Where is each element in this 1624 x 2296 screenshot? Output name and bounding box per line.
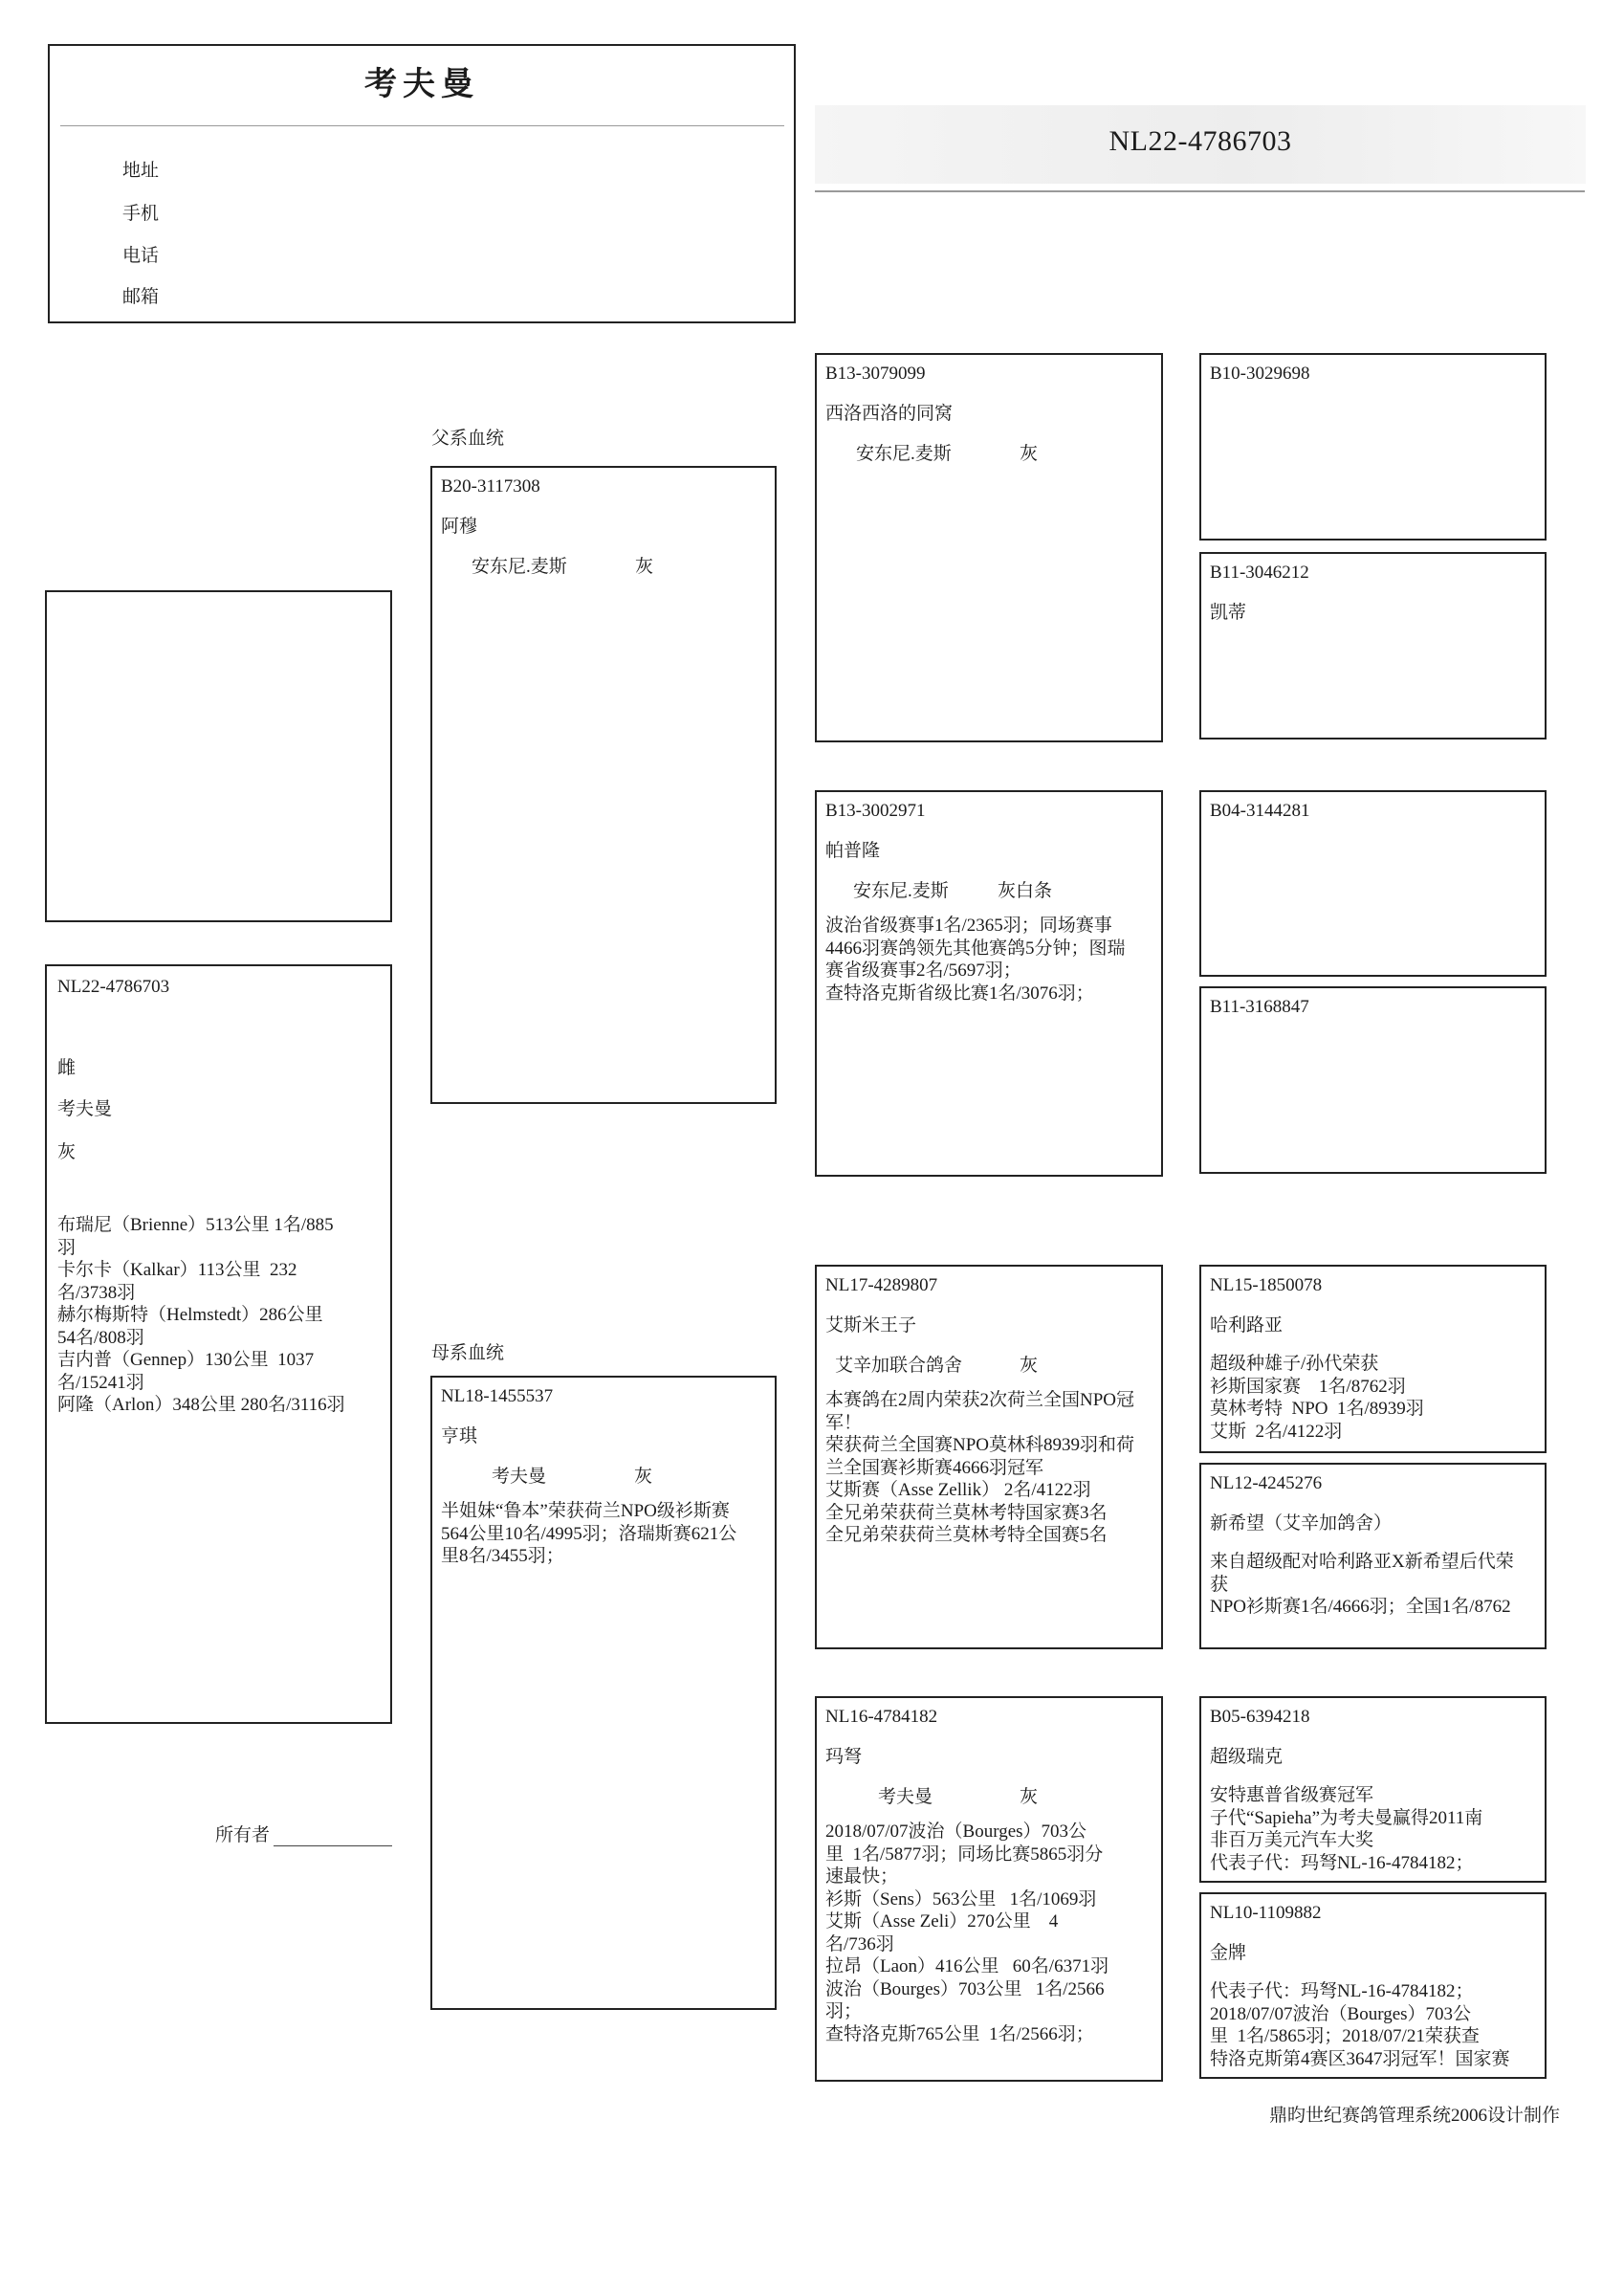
result-entry: 代表子代：玛弩NL-16-4784182；	[1210, 1852, 1474, 1873]
pigeon-name: 金牌	[1210, 1943, 1247, 1963]
breeder-color-row	[432, 1466, 775, 1489]
ring-number: B11-3046212	[1210, 563, 1309, 583]
result-entry: 莫林考特 NPO 1名/8939羽	[1210, 1399, 1424, 1419]
sire-sire-card	[815, 353, 1163, 742]
ring-number: NL16-4784182	[825, 1707, 938, 1727]
result-entry: 赫尔梅斯特（Helmstedt）286公里 54名/808羽	[57, 1305, 323, 1348]
header-divider	[60, 125, 784, 126]
results-list	[1210, 1353, 1541, 1443]
result-entry: 衫斯（Sens）563公里 1名/1069羽	[825, 1888, 1097, 1910]
owner-header-box	[48, 44, 796, 323]
result-entry: 吉内普（Gennep）130公里 1037 名/15241羽	[57, 1350, 315, 1393]
result-entry: 布瑞尼（Brienne）513公里 1名/885 羽	[57, 1215, 334, 1258]
result-entry: 荣获荷兰全国赛NPO莫林科8939羽和荷 兰全国赛衫斯赛4666羽冠军	[825, 1435, 1135, 1478]
pigeon-name: 超级瑞克	[1210, 1747, 1284, 1767]
plumage-color: 灰	[57, 1142, 77, 1162]
plumage-color: 灰	[1020, 1787, 1039, 1807]
breeder-color-row	[817, 1355, 1161, 1378]
result-entry: 艾斯（Asse Zeli）270公里 4 名/736羽	[825, 1911, 1059, 1954]
ring-number: NL10-1109882	[1210, 1903, 1322, 1923]
breeder-color-row	[817, 880, 1161, 903]
breeder: 安东尼.麦斯	[472, 557, 567, 577]
result-entry: 安特惠普省级赛冠军	[1210, 1785, 1374, 1805]
results-list	[1210, 1980, 1541, 2070]
plumage-color: 灰	[1020, 1356, 1039, 1376]
result-entry: 波治省级赛事1名/2365羽；同场赛事 4466羽赛鸽领先其他赛鸽5分钟；图瑞 赛省级赛事2名/5697羽；	[825, 916, 1126, 981]
ring-number: B11-3168847	[1210, 997, 1309, 1017]
owner-signature-line	[274, 1845, 392, 1846]
result-entry: 2018/07/07波治（Bourges）703公 里 1名/5865羽；2018/07/21荣获查 特洛克斯第4赛区3647羽冠军！国家赛	[1210, 2003, 1510, 2069]
breeder: 艾辛加联合鸽舍	[835, 1356, 963, 1376]
result-entry: 衫斯国家赛 1名/8762羽	[1210, 1376, 1406, 1397]
ds-dam-card	[1199, 1463, 1547, 1649]
ss-sire-card	[1199, 353, 1547, 541]
sire-dam-card	[815, 790, 1163, 1177]
result-entry: 艾斯赛（Asse Zellik） 2名/4122羽	[825, 1480, 1091, 1500]
result-entry: 2018/07/07波治（Bourges）703公 里 1名/5877羽；同场比赛5865羽分 速最快；	[825, 1821, 1104, 1887]
phone-label: 电话	[122, 246, 160, 266]
result-entry: 查特洛克斯省级比赛1名/3076羽；	[825, 982, 1094, 1004]
owner-label: 所有者	[215, 1825, 271, 1845]
breeder: 安东尼.麦斯	[853, 881, 949, 901]
result-entry: 查特洛克斯765公里 1名/2566羽；	[825, 2023, 1094, 2044]
results-list	[825, 1821, 1157, 2045]
dam-dam-card	[815, 1696, 1163, 2082]
ring-number: B13-3079099	[825, 364, 926, 384]
pigeon-name: 亨琪	[441, 1426, 478, 1446]
ring-number: B13-3002971	[825, 801, 926, 821]
email-label: 邮箱	[122, 287, 160, 307]
breeder: 考夫曼	[492, 1467, 547, 1487]
results-list	[1210, 1784, 1541, 1874]
dam-card	[430, 1376, 777, 2010]
ring-number: NL12-4245276	[1210, 1473, 1323, 1493]
results-list	[57, 1214, 386, 1417]
result-entry: 全兄弟荣获荷兰莫林考特全国赛5名	[825, 1525, 1108, 1545]
pigeon-name: 玛弩	[825, 1747, 863, 1767]
breeder-color-row	[432, 556, 775, 579]
result-entry: 代表子代：玛弩NL-16-4784182；	[1210, 1981, 1474, 2001]
ring-number: B10-3029698	[1210, 364, 1310, 384]
result-entry: 全兄弟荣获荷兰莫林考特国家赛3名	[825, 1502, 1108, 1523]
result-entry: 超级种雄子/孙代荣获	[1210, 1354, 1379, 1374]
footer-credit: 鼎昀世纪赛鸽管理系统2006设计制作	[1268, 2106, 1560, 2126]
ring-banner: NL22-4786703	[1108, 125, 1292, 157]
ring-number: B20-3117308	[441, 476, 540, 497]
owner-title: 考夫曼	[364, 67, 479, 102]
dam-section-label: 母系血统	[431, 1343, 505, 1363]
dd-sire-card	[1199, 1696, 1547, 1883]
pigeon-name: 阿穆	[441, 517, 478, 537]
pigeon-name: 帕普隆	[825, 841, 881, 861]
ring-banner-divider	[815, 190, 1585, 192]
pigeon-name: 新希望（艾辛加鸽舍）	[1210, 1513, 1393, 1534]
sire-section-label: 父系血统	[431, 429, 505, 449]
sire-card	[430, 466, 777, 1104]
result-entry: 拉昂（Laon）416公里 60名/6371羽	[825, 1956, 1109, 1976]
ss-dam-card	[1199, 552, 1547, 740]
pigeon-name: 凯蒂	[1210, 603, 1247, 623]
results-list	[441, 1500, 771, 1568]
ring-number: NL15-1850078	[1210, 1275, 1323, 1295]
result-entry: 阿隆（Arlon）348公里 280名/3116羽	[57, 1395, 345, 1415]
subject-card	[45, 964, 392, 1724]
result-entry: 波治（Bourges）703公里 1名/2566 羽；	[825, 1978, 1105, 2021]
breeder: 安东尼.麦斯	[856, 444, 952, 464]
pigeon-name: 西洛西洛的同窝	[825, 404, 954, 424]
ring-number: B04-3144281	[1210, 801, 1310, 821]
ds-sire-card	[1199, 1265, 1547, 1453]
result-entry: 艾斯 2名/4122羽	[1210, 1421, 1343, 1442]
address-label: 地址	[122, 161, 160, 181]
breeder-color-row	[817, 1786, 1161, 1809]
results-list	[1210, 1551, 1541, 1619]
result-entry: NPO衫斯赛1名/4666羽；全国1名/8762	[1210, 1597, 1511, 1617]
result-entry: 半姐妹“鲁本”荣获荷兰NPO级衫斯赛 564公里10名/4995羽；洛瑞斯赛621公 里8名/3455羽；	[441, 1501, 737, 1566]
dam-sire-card	[815, 1265, 1163, 1649]
ring-number: NL17-4289807	[825, 1275, 938, 1295]
breeder-color-row	[817, 443, 1161, 466]
dd-dam-card	[1199, 1892, 1547, 2079]
result-entry: 子代“Sapieha”为考夫曼赢得2011南 非百万美元汽车大奖	[1210, 1807, 1483, 1850]
results-list	[825, 1389, 1157, 1547]
ring-number: NL22-4786703	[57, 977, 170, 997]
breeder: 考夫曼	[878, 1787, 933, 1807]
photo-frame	[45, 590, 392, 922]
ring-number: B05-6394218	[1210, 1707, 1310, 1727]
plumage-color: 灰	[1020, 444, 1039, 464]
result-entry: 来自超级配对哈利路亚X新希望后代荣 获	[1210, 1552, 1514, 1595]
sd-dam-card	[1199, 986, 1547, 1174]
pigeon-name: 艾斯米王子	[825, 1315, 917, 1336]
pigeon-name: 哈利路亚	[1210, 1315, 1284, 1336]
plumage-color: 灰	[634, 1467, 653, 1487]
sd-sire-card	[1199, 790, 1547, 977]
plumage-color: 灰	[635, 557, 654, 577]
mobile-label: 手机	[122, 204, 160, 224]
results-list	[825, 915, 1157, 1004]
result-entry: 本赛鸽在2周内荣获2次荷兰全国NPO冠 军！	[825, 1390, 1135, 1433]
ring-number: NL18-1455537	[441, 1386, 554, 1406]
result-entry: 卡尔卡（Kalkar）113公里 232 名/3738羽	[57, 1260, 297, 1303]
sex: 雌	[57, 1058, 77, 1078]
breeder: 考夫曼	[57, 1099, 113, 1119]
plumage-color: 灰白条	[998, 881, 1053, 901]
